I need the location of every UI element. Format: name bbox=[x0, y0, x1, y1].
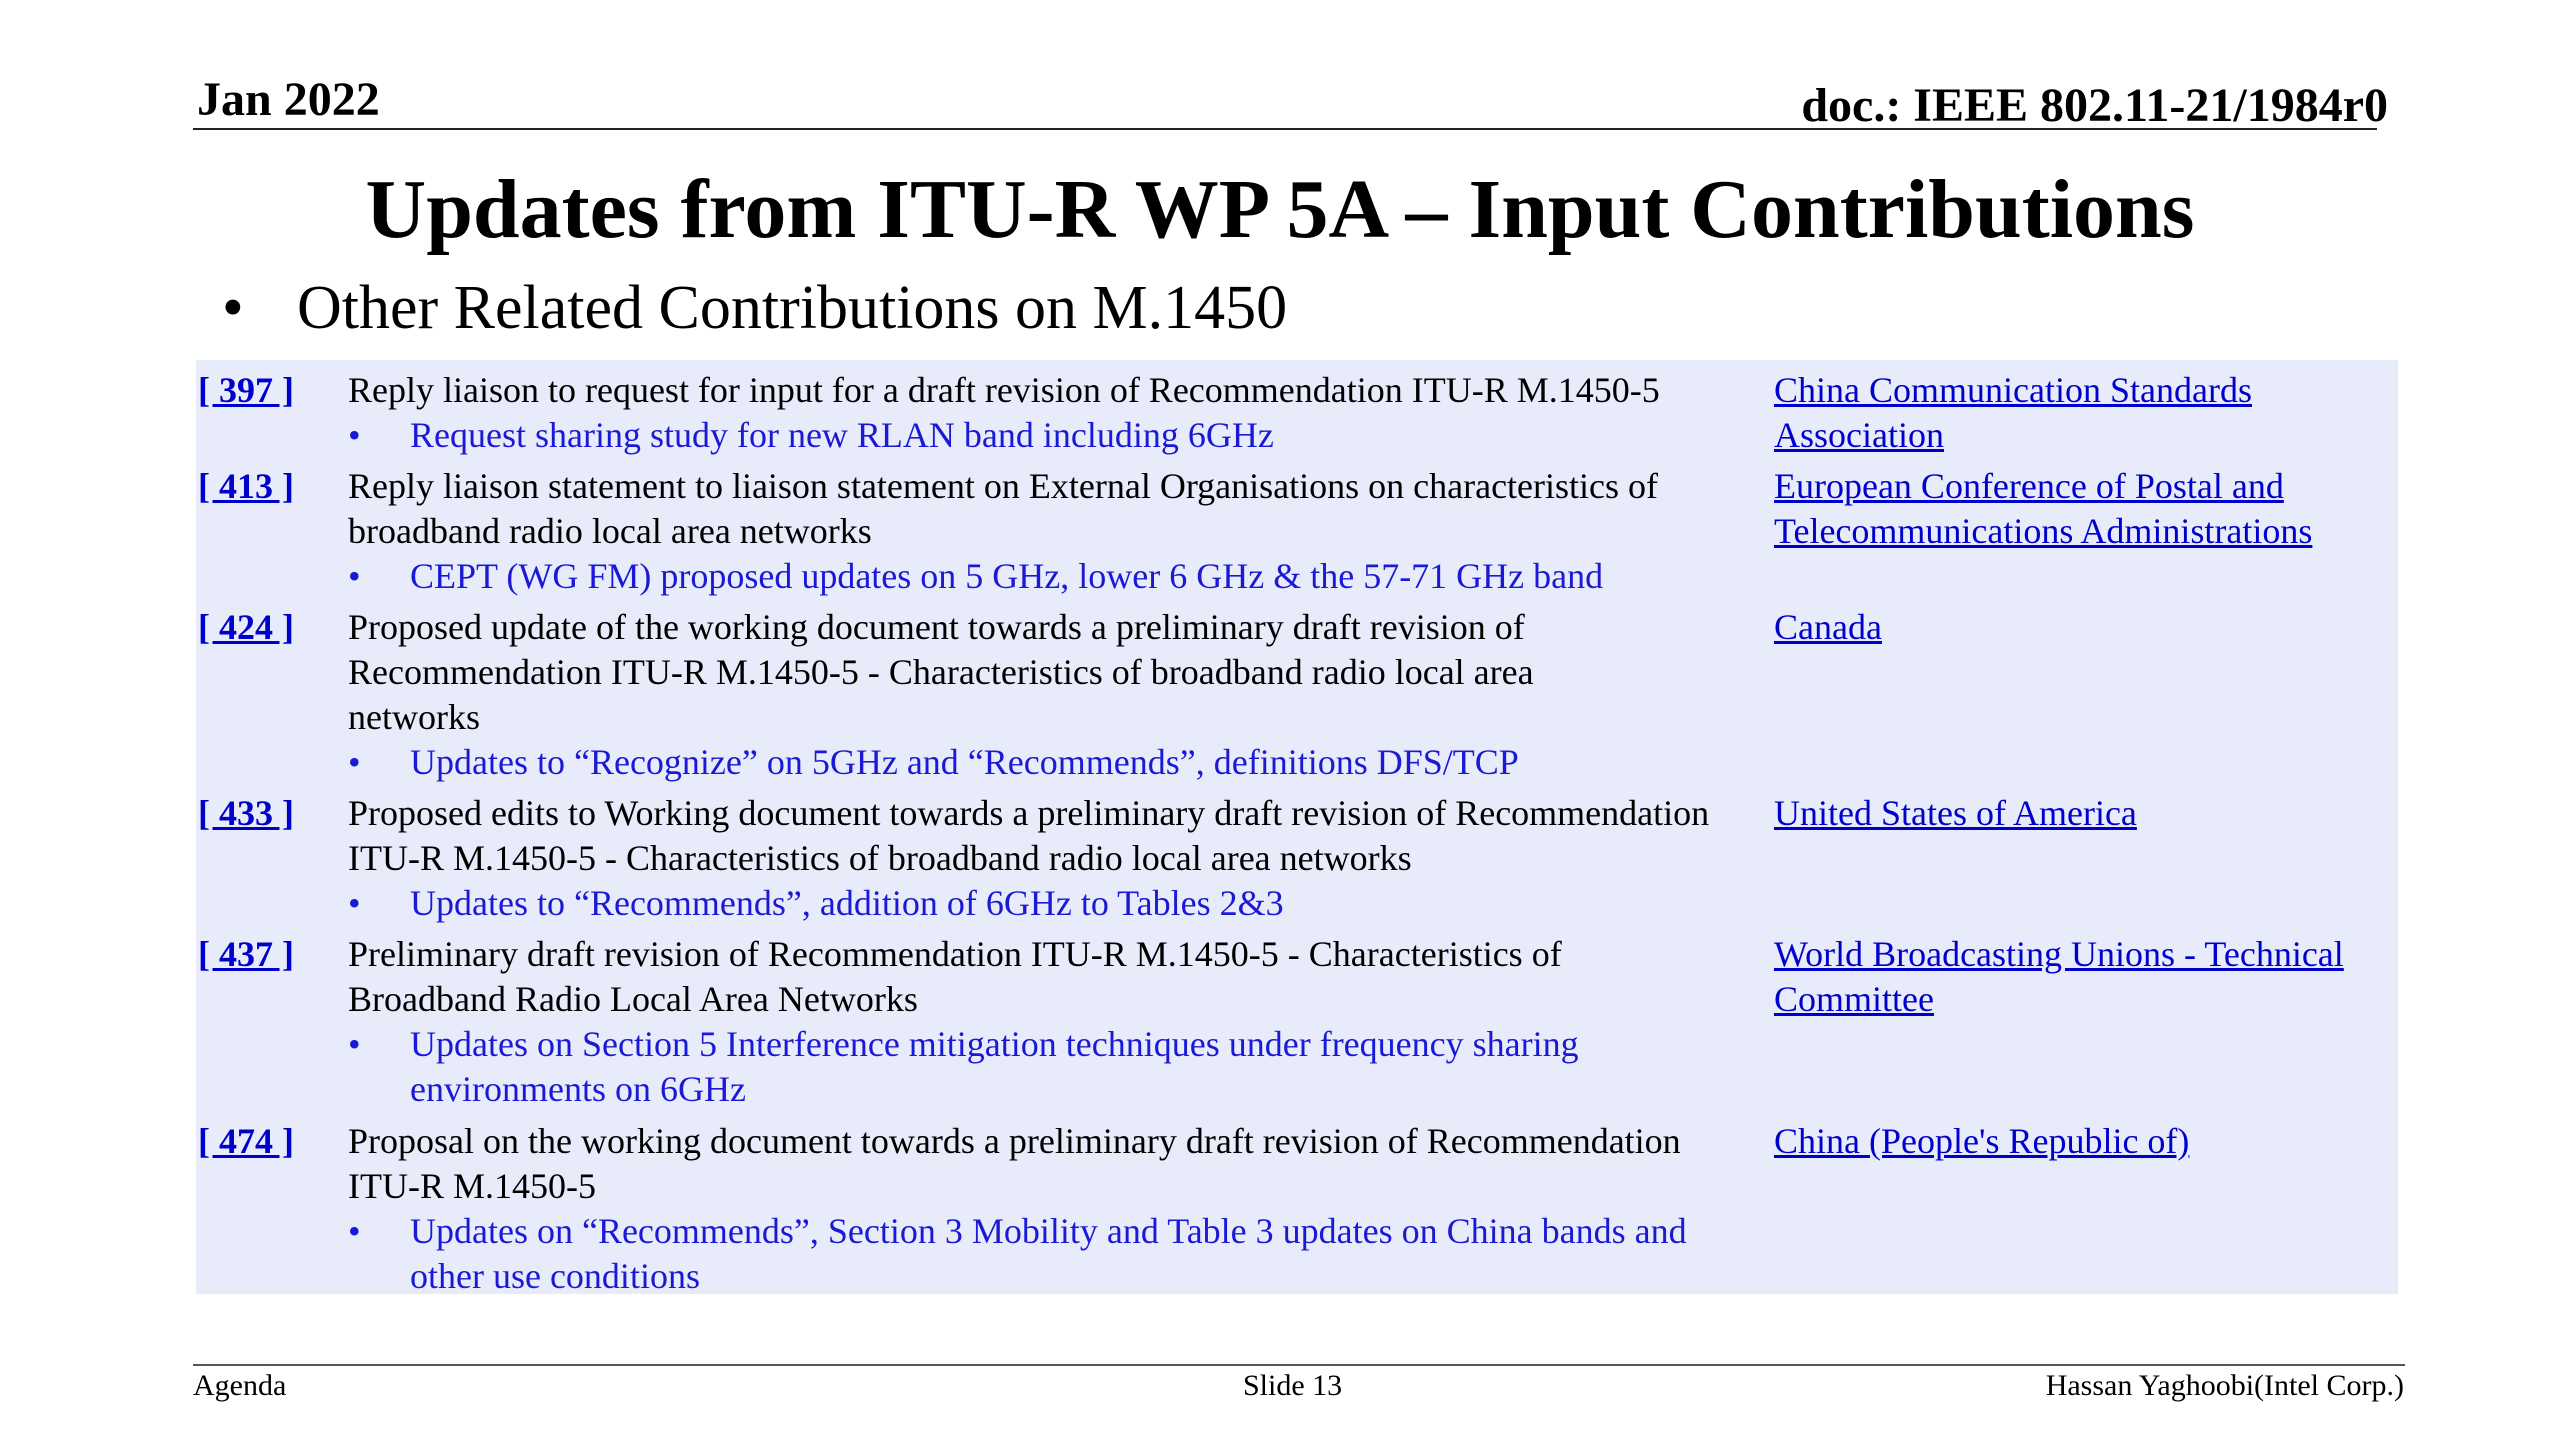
description-line: ITU-R M.1450-5 - Characteristics of broadband radio local area networks bbox=[348, 838, 1412, 878]
contribution-id-link[interactable]: [ 437 ] bbox=[198, 934, 294, 974]
footer-author: Hassan Yaghoobi(Intel Corp.) bbox=[2045, 1369, 2404, 1402]
description-line: Recommendation ITU-R M.1450-5 - Characteristics of broadband radio local area bbox=[348, 652, 1534, 692]
source-org-link[interactable] bbox=[1774, 932, 2344, 1022]
summary-text: CEPT (WG FM) proposed updates on 5 GHz, lower 6 GHz & the 57-71 GHz band bbox=[410, 556, 1604, 596]
description-line: Reply liaison to request for input for a draft revision of Recommendation ITU-R M.1450-5 bbox=[348, 370, 1660, 410]
contribution-description bbox=[348, 464, 1968, 599]
description-line: broadband radio local area networks bbox=[348, 511, 872, 551]
contribution-description bbox=[348, 605, 1968, 785]
source-org-link[interactable] bbox=[1774, 464, 2312, 554]
contribution-description bbox=[348, 791, 1968, 926]
org-line[interactable]: Telecommunications Administrations bbox=[1774, 511, 2313, 551]
slide-number: Slide 13 bbox=[1243, 1369, 1343, 1402]
org-line[interactable]: Canada bbox=[1774, 607, 1882, 647]
bullet-dot: • bbox=[348, 1024, 361, 1064]
description-line: Proposed update of the working document towards a preliminary draft revision of bbox=[348, 607, 1525, 647]
contribution-description bbox=[348, 1119, 1968, 1299]
org-line[interactable]: China Communication Standards bbox=[1774, 370, 2252, 410]
footer-divider bbox=[193, 1364, 2405, 1366]
summary-text: Updates to “Recognize” on 5GHz and “Recommends”, definitions DFS/TCP bbox=[410, 742, 1519, 782]
source-org-link[interactable] bbox=[1774, 368, 2252, 458]
contributions-table bbox=[196, 360, 2398, 1294]
org-line[interactable]: European Conference of Postal and bbox=[1774, 466, 2284, 506]
source-org-link[interactable] bbox=[1774, 791, 2137, 836]
org-line[interactable]: China (People's Republic of) bbox=[1774, 1121, 2190, 1161]
contribution-description bbox=[348, 368, 1968, 458]
bullet-dot: • bbox=[348, 415, 361, 455]
summary-bullet bbox=[348, 740, 1968, 785]
summary-bullet bbox=[348, 413, 1968, 458]
summary-text: environments on 6GHz bbox=[410, 1069, 746, 1109]
contribution-id-link[interactable]: [ 424 ] bbox=[198, 607, 294, 647]
summary-bullet bbox=[348, 554, 1968, 599]
source-org-link[interactable] bbox=[1774, 605, 1882, 650]
summary-bullet bbox=[348, 1022, 1968, 1067]
slide-title: Updates from ITU-R WP 5A – Input Contributions bbox=[365, 163, 2195, 256]
source-org-link[interactable] bbox=[1774, 1119, 2189, 1164]
summary-bullet-continued bbox=[348, 1067, 1968, 1112]
header-doc-id: doc.: IEEE 802.11-21/1984r0 bbox=[1801, 79, 2388, 132]
bullet-dot: • bbox=[348, 1211, 361, 1251]
summary-bullet bbox=[348, 881, 1968, 926]
contribution-id-link[interactable]: [ 397 ] bbox=[198, 370, 294, 410]
summary-bullet-continued bbox=[348, 1254, 1968, 1299]
header-divider bbox=[193, 128, 2377, 130]
description-line: Preliminary draft revision of Recommendation ITU-R M.1450-5 - Characteristics of bbox=[348, 934, 1562, 974]
description-line: networks bbox=[348, 697, 480, 737]
contribution-id-link[interactable]: [ 413 ] bbox=[198, 466, 294, 506]
bullet-dot: • bbox=[348, 883, 361, 923]
footer-left: Agenda bbox=[193, 1369, 287, 1402]
description-line: ITU-R M.1450-5 bbox=[348, 1166, 596, 1206]
org-line[interactable]: Committee bbox=[1774, 979, 1934, 1019]
bullet-dot: • bbox=[348, 556, 361, 596]
summary-text: Updates on “Recommends”, Section 3 Mobility and Table 3 updates on China bands and bbox=[410, 1211, 1687, 1251]
subtitle bbox=[222, 272, 1287, 344]
contribution-id-link[interactable]: [ 433 ] bbox=[198, 793, 294, 833]
header-date: Jan 2022 bbox=[197, 73, 380, 126]
description-line: Proposed edits to Working document towards a preliminary draft revision of Recommendation bbox=[348, 793, 1710, 833]
subtitle-bullet: • bbox=[222, 274, 244, 342]
bullet-dot: • bbox=[348, 742, 361, 782]
description-line: Proposal on the working document towards a preliminary draft revision of Recommendation bbox=[348, 1121, 1681, 1161]
description-line: Reply liaison statement to liaison statement on External Organisations on characteristics of bbox=[348, 466, 1659, 506]
org-line[interactable]: United States of America bbox=[1774, 793, 2137, 833]
org-line[interactable]: World Broadcasting Unions - Technical bbox=[1774, 934, 2344, 974]
subtitle-text: Other Related Contributions on M.1450 bbox=[297, 274, 1288, 342]
description-line: Broadband Radio Local Area Networks bbox=[348, 979, 918, 1019]
contribution-id-link[interactable]: [ 474 ] bbox=[198, 1121, 294, 1161]
summary-text: Updates on Section 5 Interference mitigation techniques under frequency sharing bbox=[410, 1024, 1579, 1064]
summary-bullet bbox=[348, 1209, 1968, 1254]
summary-text: Updates to “Recommends”, addition of 6GHz to Tables 2&3 bbox=[410, 883, 1284, 923]
org-line[interactable]: Association bbox=[1774, 415, 1944, 455]
summary-text: Request sharing study for new RLAN band including 6GHz bbox=[410, 415, 1274, 455]
summary-text: other use conditions bbox=[410, 1256, 700, 1296]
contribution-description bbox=[348, 932, 1968, 1112]
